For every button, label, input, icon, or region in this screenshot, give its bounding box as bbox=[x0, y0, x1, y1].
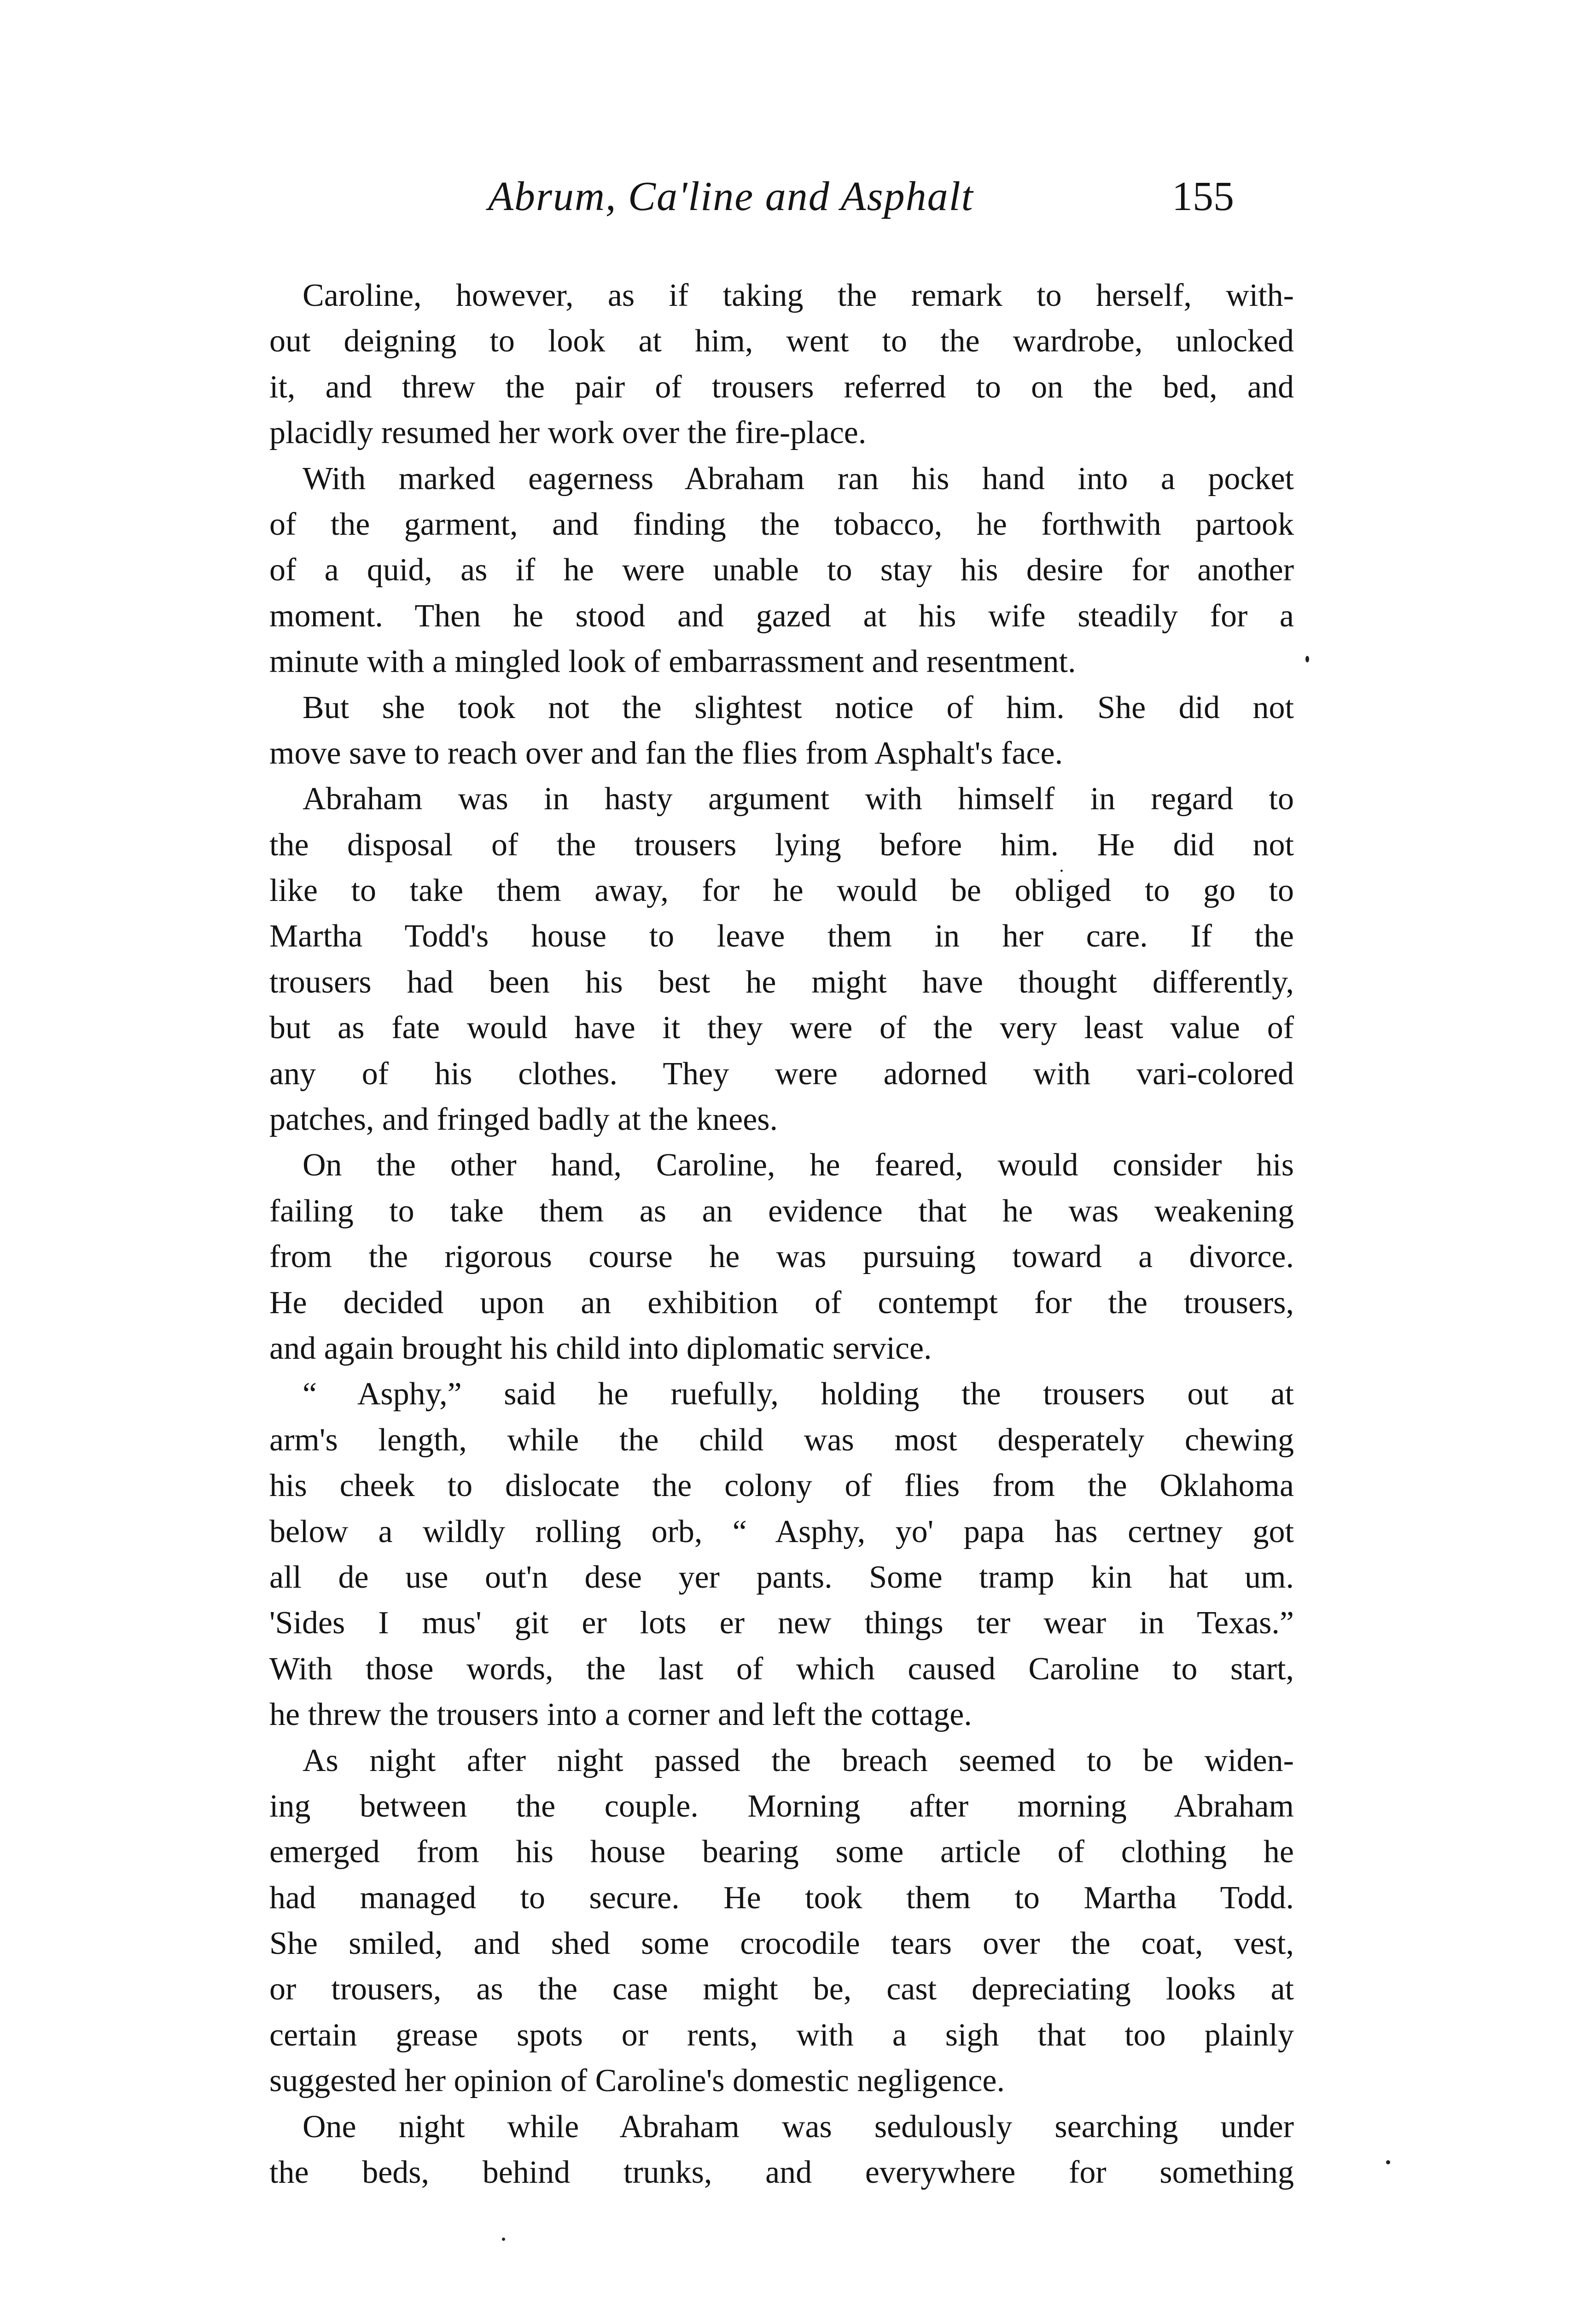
text-line: failing to take them as an evidence that he was weakening bbox=[269, 1193, 1294, 1229]
text-line: trousers had been his best he might have thought differently, bbox=[269, 964, 1294, 1000]
text-line: move save to reach over and fan the flies from Asphalt's face. bbox=[269, 735, 1063, 771]
text-line: all de use out'n dese yer pants. Some tramp kin hat um. bbox=[269, 1559, 1294, 1595]
text-line: the beds, behind trunks, and everywhere for something bbox=[269, 2155, 1294, 2191]
text-line: Abraham was in hasty argument with himself in regard to bbox=[303, 781, 1294, 817]
text-line: But she took not the slightest notice of him. She did not bbox=[303, 690, 1294, 725]
text-line: “ Asphy,” said he ruefully, holding the trousers out at bbox=[303, 1376, 1294, 1412]
body-text bbox=[269, 273, 1294, 2195]
text-line: With those words, the last of which caused Caroline to start, bbox=[269, 1651, 1294, 1687]
text-line: moment. Then he stood and gazed at his wife steadily for a bbox=[269, 598, 1294, 634]
text-line: and again brought his child into diplomatic service. bbox=[269, 1330, 932, 1366]
text-line: or trousers, as the case might be, cast depreciating looks at bbox=[269, 1971, 1294, 2007]
text-line: but as fate would have it they were of the very least value of bbox=[269, 1010, 1294, 1046]
text-line: out deigning to look at him, went to the wardrobe, unlocked bbox=[269, 323, 1294, 359]
text-line: emerged from his house bearing some article of clothing he bbox=[269, 1834, 1294, 1870]
text-line: ing between the couple. Morning after morning Abraham bbox=[269, 1788, 1294, 1824]
text-line: certain grease spots or rents, with a sigh that too plainly bbox=[269, 2017, 1294, 2053]
text-line: the disposal of the trousers lying before him. He did not bbox=[269, 827, 1294, 863]
text-line: Caroline, however, as if taking the remark to herself, with- bbox=[303, 278, 1294, 313]
text-line: of the garment, and finding the tobacco, he forthwith partook bbox=[269, 506, 1294, 542]
text-line: patches, and fringed badly at the knees. bbox=[269, 1102, 778, 1138]
text-line: it, and threw the pair of trousers referred to on the bed, and bbox=[269, 369, 1294, 405]
text-line: minute with a mingled look of embarrassment and resentment. bbox=[269, 644, 1076, 680]
text-line: He decided upon an exhibition of contempt for the trousers, bbox=[269, 1285, 1294, 1321]
ink-speck bbox=[1060, 870, 1063, 872]
text-line: arm's length, while the child was most desperately chewing bbox=[269, 1422, 1294, 1458]
text-line: from the rigorous course he was pursuing toward a divorce. bbox=[269, 1239, 1294, 1275]
running-head-title: Abrum, Ca'line and Asphalt bbox=[488, 174, 974, 219]
text-line: he threw the trousers into a corner and left the cottage. bbox=[269, 1697, 972, 1733]
text-line: She smiled, and shed some crocodile tears over the coat, vest, bbox=[269, 1926, 1294, 1962]
ink-speck bbox=[1386, 2160, 1390, 2164]
text-line: One night while Abraham was sedulously searching under bbox=[303, 2109, 1294, 2145]
text-line: had managed to secure. He took them to Martha Todd. bbox=[269, 1880, 1294, 1916]
text-line: 'Sides I mus' git er lots er new things ter wear in Texas.” bbox=[269, 1605, 1294, 1641]
text-line: As night after night passed the breach seemed to be widen- bbox=[303, 1742, 1294, 1778]
ink-speck bbox=[1305, 656, 1309, 662]
text-line: On the other hand, Caroline, he feared, would consider his bbox=[303, 1147, 1294, 1183]
text-line: like to take them away, for he would be obliged to go to bbox=[269, 873, 1294, 909]
text-line: Martha Todd's house to leave them in her care. If the bbox=[269, 918, 1294, 954]
text-line: placidly resumed her work over the fire-place. bbox=[269, 415, 867, 451]
page-number: 155 bbox=[1172, 174, 1234, 219]
text-line: suggested her opinion of Caroline's domestic negligence. bbox=[269, 2063, 1005, 2099]
text-line: any of his clothes. They were adorned with vari-colored bbox=[269, 1056, 1294, 1092]
text-line: With marked eagerness Abraham ran his hand into a pocket bbox=[303, 461, 1294, 497]
text-line: below a wildly rolling orb, “ Asphy, yo' papa has certney got bbox=[269, 1514, 1294, 1549]
text-line: his cheek to dislocate the colony of flies from the Oklahoma bbox=[269, 1468, 1294, 1504]
text-line: of a quid, as if he were unable to stay his desire for another bbox=[269, 552, 1294, 588]
ink-speck bbox=[502, 2238, 505, 2241]
